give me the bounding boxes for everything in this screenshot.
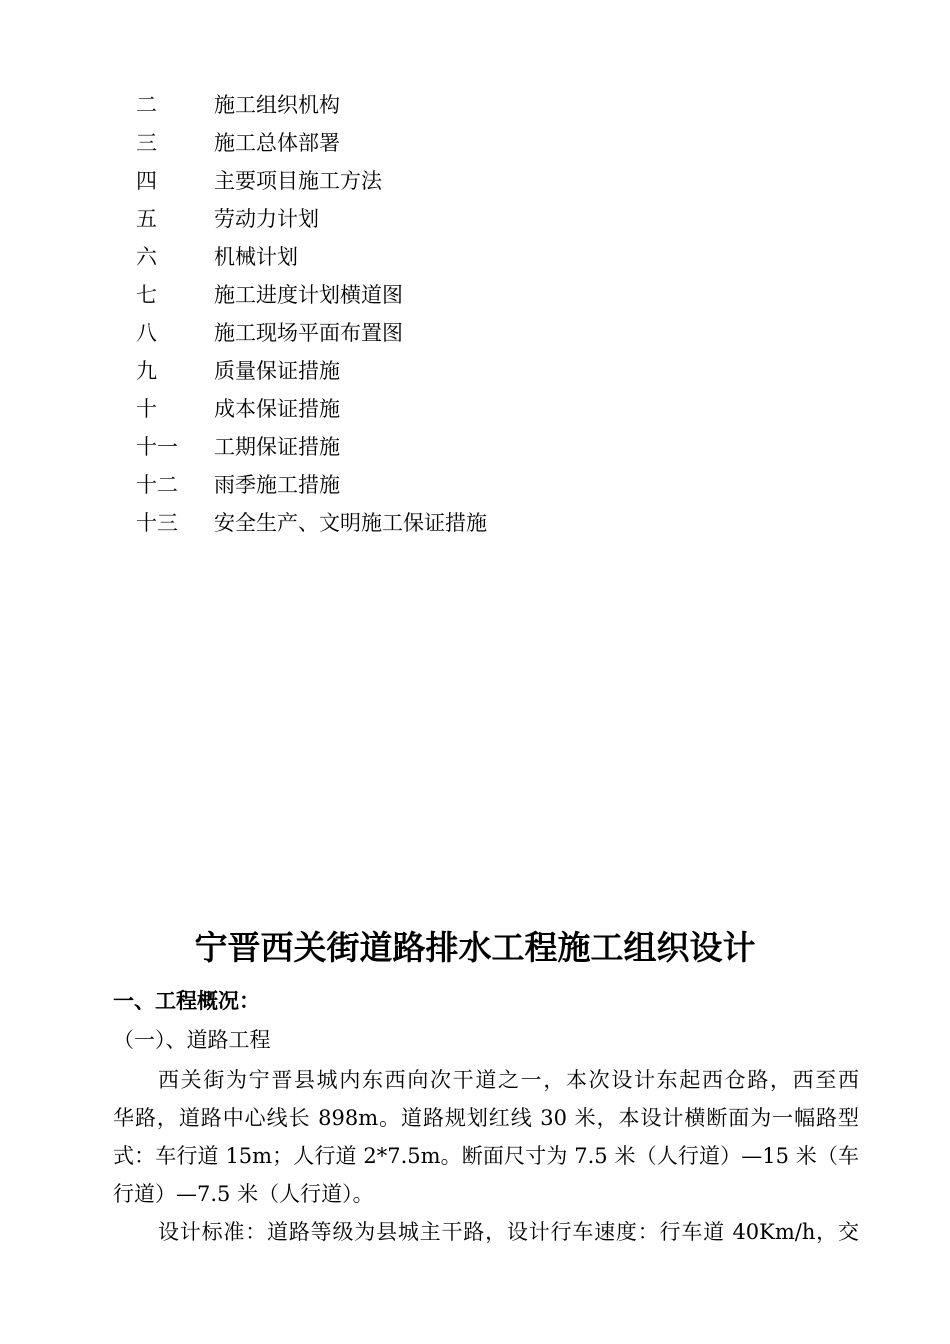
toc-item-number: 十一: [136, 435, 178, 459]
toc-item-number: 五: [136, 207, 157, 231]
toc-item-number: 二: [136, 93, 157, 117]
toc-item-title: 施工现场平面布置图: [214, 321, 403, 345]
sub-heading: （一）、道路工程: [113, 1028, 271, 1052]
toc-item-title: 机械计划: [214, 245, 298, 269]
toc-item: [0, 466, 950, 504]
table-of-contents: [0, 86, 950, 542]
toc-item-number: 三: [136, 131, 157, 155]
document-title: 宁晋西关街道路排水工程施工组织设计: [194, 928, 756, 967]
toc-item-title: 质量保证措施: [214, 359, 340, 383]
section-heading: 一、工程概况：: [113, 989, 260, 1013]
toc-item: [0, 390, 950, 428]
toc-item-number: 八: [136, 321, 157, 345]
toc-item-title: 成本保证措施: [214, 397, 340, 421]
toc-item-number: 六: [136, 245, 157, 269]
toc-item-title: 劳动力计划: [214, 207, 319, 231]
paragraph-line: 行道）—7.5 米（人行道）。: [113, 1182, 374, 1206]
toc-item: [0, 124, 950, 162]
toc-item-title: 施工总体部署: [214, 131, 340, 155]
toc-item-number: 九: [136, 359, 157, 383]
toc-item: [0, 238, 950, 276]
toc-item-number: 七: [136, 283, 157, 307]
toc-item: [0, 276, 950, 314]
toc-item-title: 主要项目施工方法: [214, 169, 382, 193]
toc-item-title: 工期保证措施: [214, 435, 340, 459]
paragraph-line: 华路，道路中心线长 898m。道路规划红线 30 米，本设计横断面为一幅路型: [113, 1106, 859, 1130]
paragraph-line: 式：车行道 15m；人行道 2*7.5m。断面尺寸为 7.5 米（人行道）—15 米（车: [113, 1144, 859, 1168]
toc-item: [0, 504, 950, 542]
toc-item: [0, 428, 950, 466]
toc-item-title: 施工组织机构: [214, 93, 340, 117]
toc-item-number: 四: [136, 169, 157, 193]
toc-item-title: 雨季施工措施: [214, 473, 340, 497]
toc-item-number: 十二: [136, 473, 178, 497]
toc-item-title: 安全生产、文明施工保证措施: [214, 511, 487, 535]
paragraph-line: 设计标准：道路等级为县城主干路，设计行车速度：行车道 40Km/h，交: [158, 1220, 859, 1244]
toc-item-number: 十: [136, 397, 157, 421]
toc-item-number: 十三: [136, 511, 178, 535]
toc-item: [0, 86, 950, 124]
toc-item: [0, 314, 950, 352]
toc-item-title: 施工进度计划横道图: [214, 283, 403, 307]
toc-item: [0, 352, 950, 390]
toc-item: [0, 162, 950, 200]
paragraph-line: 西关街为宁晋县城内东西向次干道之一，本次设计东起西仓路，西至西: [158, 1068, 859, 1092]
toc-item: [0, 200, 950, 238]
